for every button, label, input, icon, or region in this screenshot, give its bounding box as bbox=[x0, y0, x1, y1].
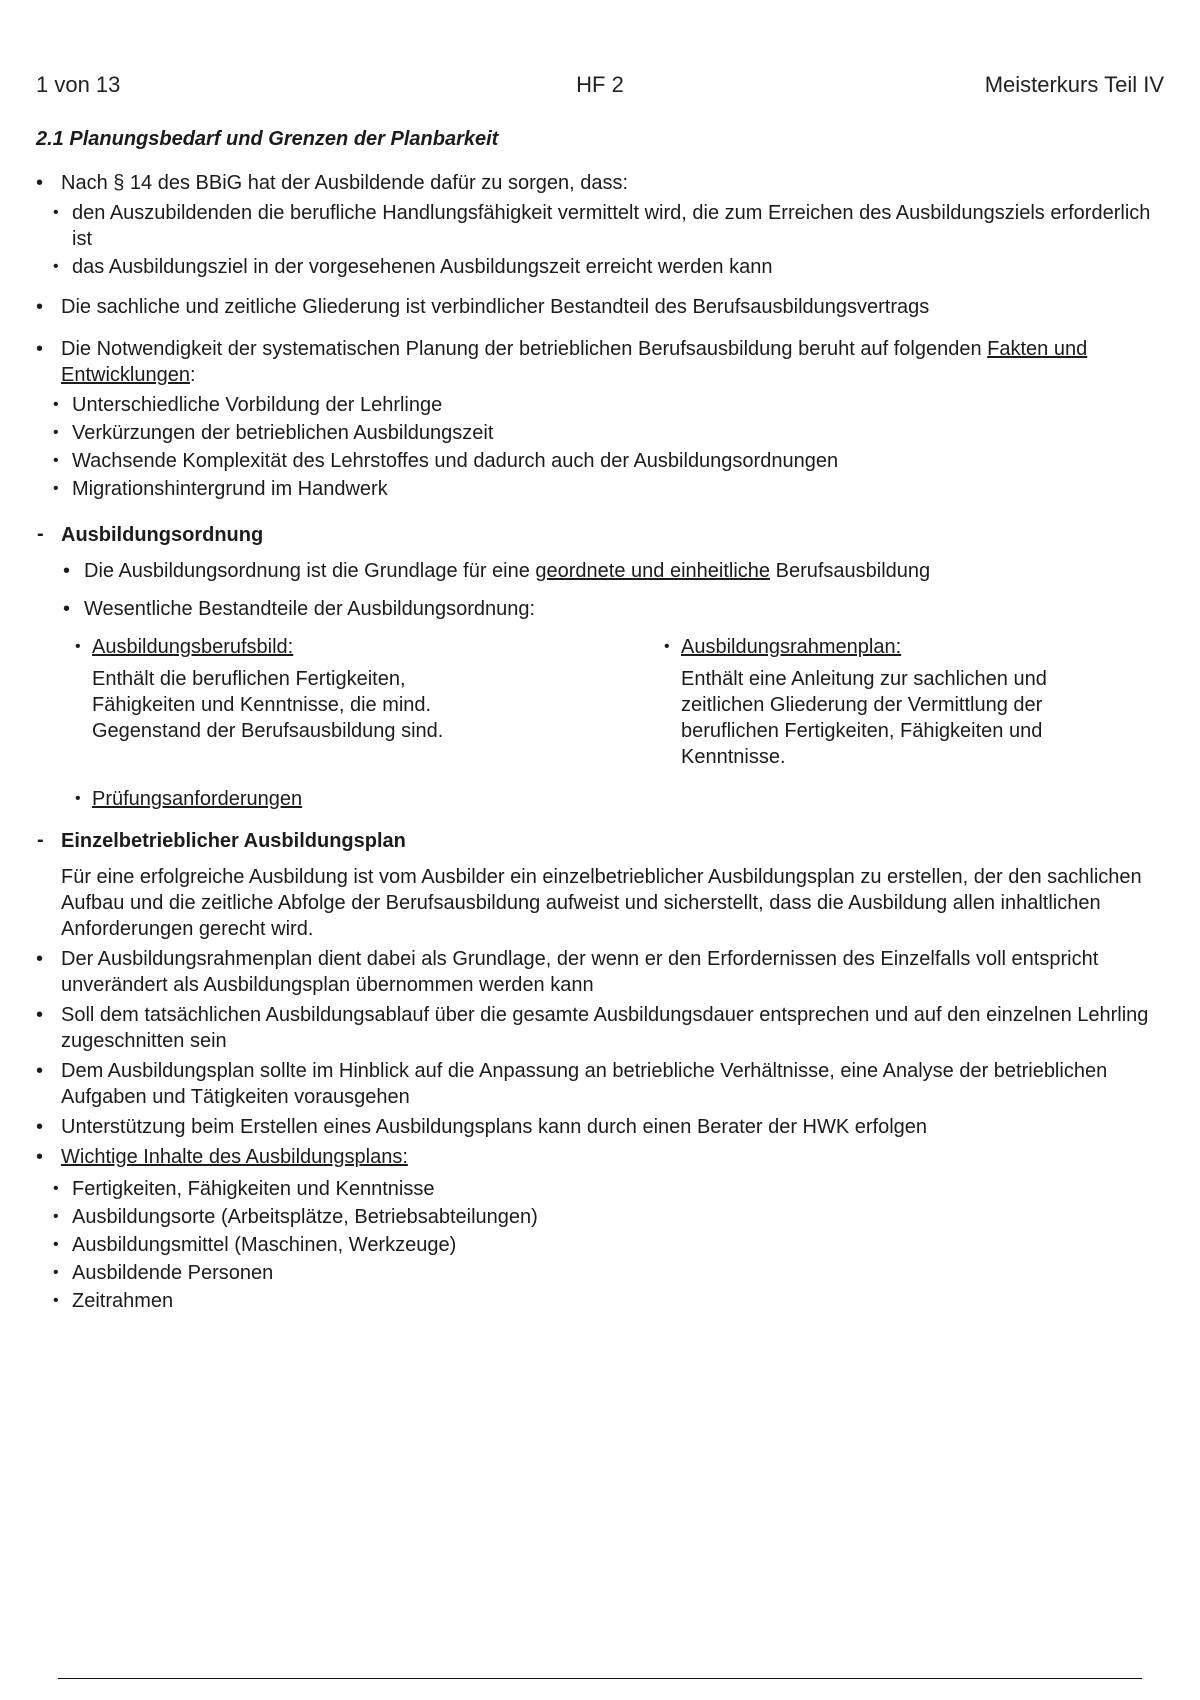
sub-bullet: • Ausbildende Personen bbox=[36, 1260, 1166, 1286]
text: Berufsausbildung bbox=[770, 560, 931, 582]
underlined-text: Fakten und Entwicklungen bbox=[61, 338, 1088, 386]
sub-bullet: • Ausbildungsorte (Arbeitsplätze, Betriebsabteilungen) bbox=[36, 1204, 1166, 1230]
bestandteile-columns bbox=[72, 634, 1166, 786]
underlined-text: geordnete und einheitliche bbox=[535, 560, 771, 582]
section-title: 2.1 Planungsbedarf und Grenzen der Planbarkeit bbox=[36, 128, 499, 150]
page-header bbox=[36, 72, 1164, 100]
text: : bbox=[189, 364, 196, 386]
sub-bullet: • Wachsende Komplexität des Lehrstoffes und dadurch auch der Ausbildungsordnungen bbox=[36, 448, 1166, 474]
text: Die Notwendigkeit der systematischen Planung der betrieblichen Berufsausbildung beruht auf folgenden bbox=[61, 338, 988, 360]
bullet-hwk: • Unterstützung beim Erstellen eines Ausbildungsplans kann durch einen Berater der HWK erfolgen bbox=[36, 1114, 1166, 1140]
column-description bbox=[661, 666, 1141, 770]
desc-line: Kenntnisse. bbox=[681, 746, 786, 768]
document-body bbox=[36, 126, 1166, 1316]
column-rahmenplan bbox=[661, 634, 1141, 770]
desc-line: Enthält die beruflichen Fertigkeiten, bbox=[92, 668, 406, 690]
column-description bbox=[72, 666, 592, 744]
course-label: Meisterkurs Teil IV bbox=[984, 72, 1164, 97]
bullet-analyse: • Dem Ausbildungsplan sollte im Hinblick auf die Anpassung an betriebliche Verhältnisse, eine Analyse der betrieblichen Aufgaben und Tätigkeiten vorausgehen bbox=[36, 1058, 1166, 1110]
column-title: • Ausbildungsrahmenplan: bbox=[661, 634, 1141, 660]
bullet-bestandteile: • Wesentliche Bestandteile der Ausbildungsordnung: bbox=[36, 596, 1166, 622]
bullet-notwendigkeit bbox=[36, 336, 1166, 388]
bullet-inhalte-title: • Wichtige Inhalte des Ausbildungsplans: bbox=[36, 1144, 1166, 1170]
sub-bullet: • Fertigkeiten, Fähigkeiten und Kenntnisse bbox=[36, 1176, 1166, 1202]
heading-ausbildungsplan: - Einzelbetrieblicher Ausbildungsplan bbox=[36, 828, 1166, 854]
sub-bullet: • Zeitrahmen bbox=[36, 1288, 1166, 1314]
desc-line: Fähigkeiten und Kenntnisse, die mind. bbox=[92, 694, 432, 716]
bullet-ablauf: • Soll dem tatsächlichen Ausbildungsablauf über die gesamte Ausbildungsdauer entsprechen und auf den einzelnen Lehrling zugeschnitten sein bbox=[36, 1002, 1166, 1054]
section-label: HF 2 bbox=[576, 72, 624, 97]
bullet-rahmenplan: • Der Ausbildungsrahmenplan dient dabei als Grundlage, der wenn er den Erfordernissen des Einzelfalls voll entspricht unverändert als Ausbildungsplan übernommen werden kann bbox=[36, 946, 1166, 998]
sub-bullet: • den Auszubildenden die berufliche Handlungsfähigkeit vermittelt wird, die zum Erreichen des Ausbildungsziels erforderlich ist bbox=[36, 200, 1166, 252]
bullet-bbig: • Nach § 14 des BBiG hat der Ausbildende dafür zu sorgen, dass: bbox=[36, 170, 1166, 196]
sub-bullet: • Unterschiedliche Vorbildung der Lehrlinge bbox=[36, 392, 1166, 418]
bullet-gliederung: • Die sachliche und zeitliche Gliederung ist verbindlicher Bestandteil des Berufsausbildungsvertrags bbox=[36, 294, 1166, 320]
pruefung-wrap bbox=[72, 786, 1166, 812]
heading-ausbildungsordnung: - Ausbildungsordnung bbox=[36, 522, 1166, 548]
desc-line: zeitlichen Gliederung der Vermittlung der bbox=[681, 694, 1043, 716]
bullet-grundlage bbox=[36, 558, 1166, 584]
text: Die Ausbildungsordnung ist die Grundlage für eine bbox=[84, 560, 536, 582]
sub-bullet: • Migrationshintergrund im Handwerk bbox=[36, 476, 1166, 502]
sub-bullet: • Ausbildungsmittel (Maschinen, Werkzeuge) bbox=[36, 1232, 1166, 1258]
footer-divider bbox=[58, 1678, 1142, 1679]
desc-line: Gegenstand der Berufsausbildung sind. bbox=[92, 720, 444, 742]
column-title: • Ausbildungsberufsbild: bbox=[72, 634, 592, 660]
column-berufsbild bbox=[72, 634, 592, 744]
sub-bullet: • das Ausbildungsziel in der vorgesehenen Ausbildungszeit erreicht werden kann bbox=[36, 254, 1166, 280]
pruefungsanforderungen: • Prüfungsanforderungen bbox=[72, 786, 302, 812]
desc-line: beruflichen Fertigkeiten, Fähigkeiten und bbox=[681, 720, 1043, 742]
sub-bullet: • Verkürzungen der betrieblichen Ausbildungszeit bbox=[36, 420, 1166, 446]
paragraph-ausbildungsplan: Für eine erfolgreiche Ausbildung ist vom Ausbilder ein einzelbetrieblicher Ausbildungsplan zu erstellen, der den sachlichen Aufbau und die zeitliche Abfolge der Berufsausbildung aufweist und sicherstellt, dass die Ausbildung allen inhaltlichen Anforderungen gerecht wird. bbox=[61, 866, 1142, 940]
desc-line: Enthält eine Anleitung zur sachlichen und bbox=[681, 668, 1047, 690]
page-number: 1 von 13 bbox=[36, 72, 121, 97]
